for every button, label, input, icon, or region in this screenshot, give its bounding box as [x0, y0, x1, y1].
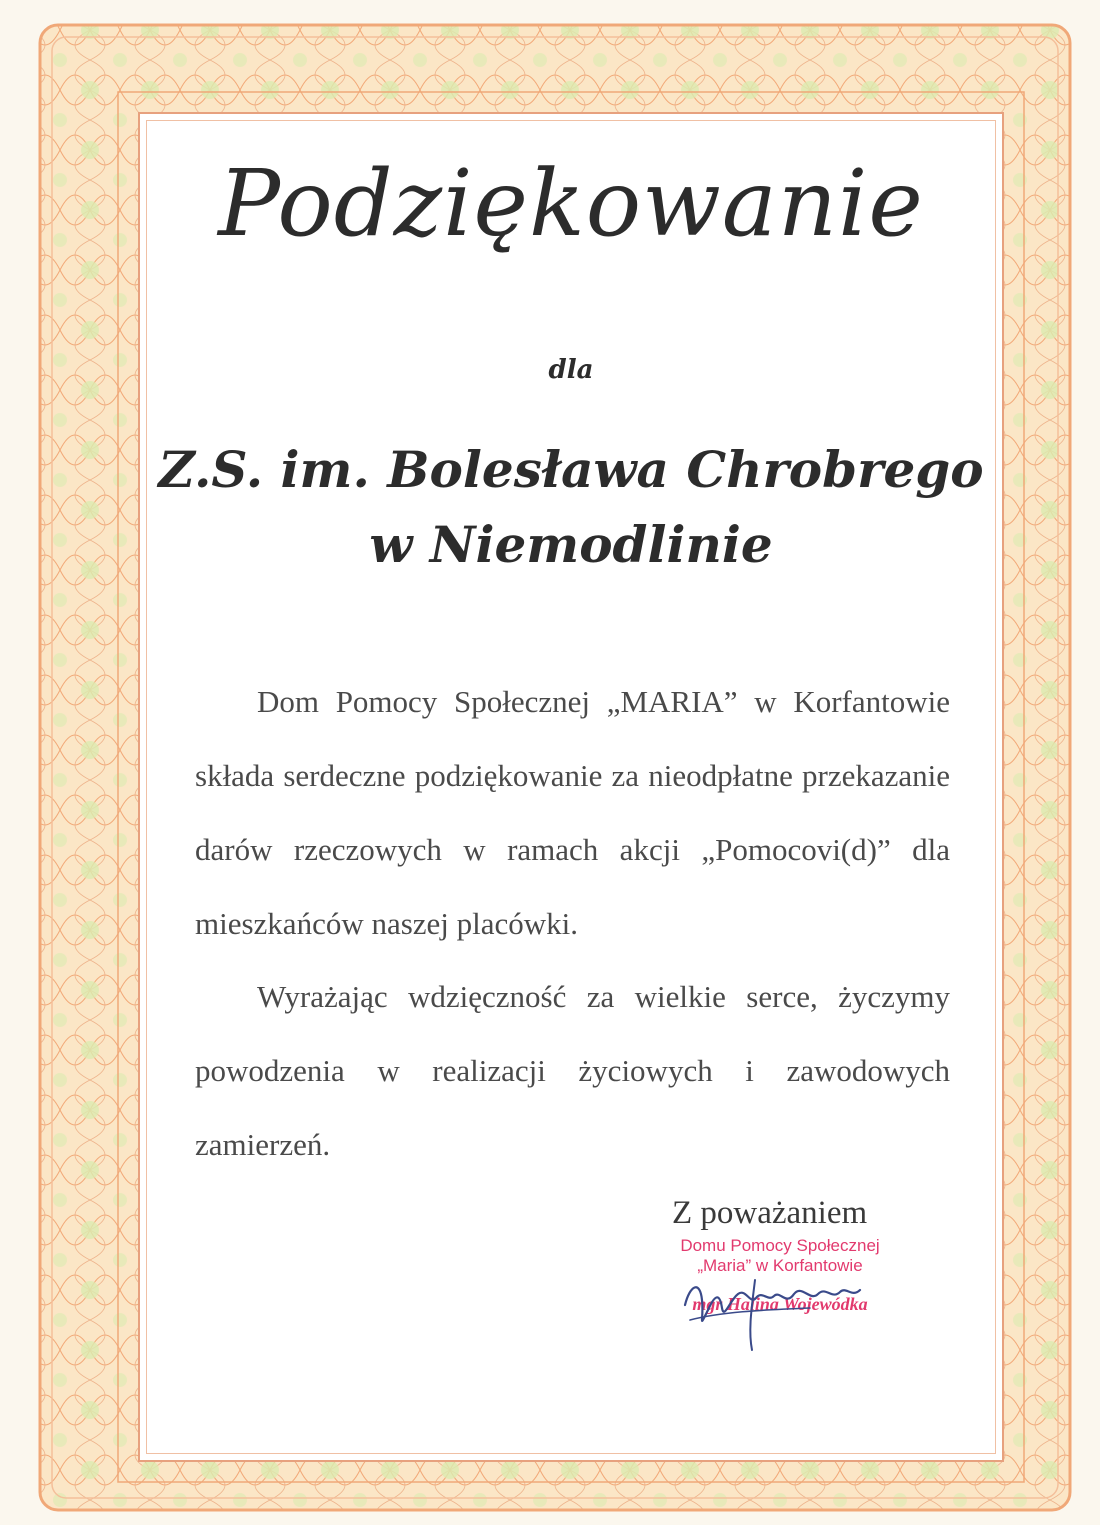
- certificate-title: Podziękowanie: [218, 150, 924, 257]
- stamp-line-location: „Maria” w Korfantowie: [697, 1256, 863, 1275]
- recipient-name: Z.S. im. Bolesława Chrobrego: [158, 440, 984, 499]
- handwritten-signature: [660, 1250, 890, 1360]
- thanks-paragraph: Dom Pomocy Społecznej „MARIA” w Korfantowie składa serdeczne podziękowanie za nieodpłatne przekazanie darów rzeczowych w ramach akcji „Pomocovi(d)” dla mieszkańców naszej placówki.: [195, 684, 950, 941]
- wishes-paragraph: Wyrażając wdzięczność za wielkie serce, życzymy powodzenia w realizacji życiowych i zawodowych zamierzeń.: [195, 979, 950, 1162]
- for-label: dla: [548, 355, 594, 385]
- stamp-line-director: mgr Halina Wojewódka: [692, 1294, 868, 1314]
- stamp-line-institution: Domu Pomocy Społecznej: [680, 1236, 880, 1255]
- recipient-location: w Niemodlinie: [369, 515, 773, 574]
- closing-text: Z poważaniem: [672, 1195, 868, 1231]
